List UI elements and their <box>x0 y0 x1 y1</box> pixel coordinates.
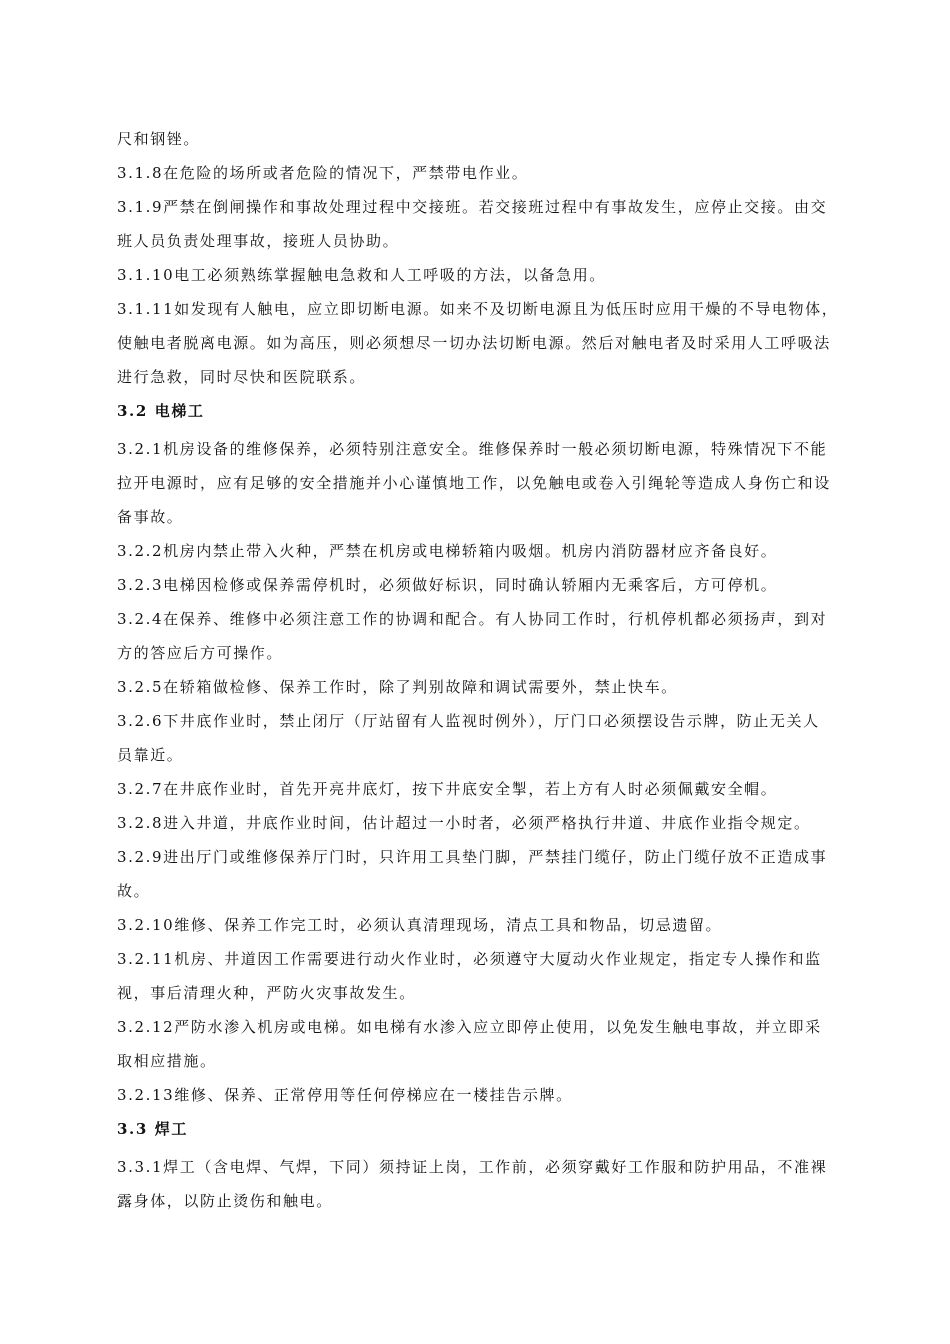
text-line: 3.2.10维修、保养工作完工时，必须认真清理现场，清点工具和物品，切忌遗留。 <box>117 916 723 934</box>
text-line: 3.2.4在保养、维修中必须注意工作的协调和配合。有人协同工作时，行机停机都必须扬声，到对 <box>117 610 828 628</box>
text-line: 备事故。 <box>117 508 184 526</box>
text-line: 3.2.11机房、井道因工作需要进行动火作业时，必须遵守大厦动火作业规定，指定专人操作和监 <box>117 950 822 968</box>
text-line: 3.1.10电工必须熟练掌握触电急救和人工呼吸的方法，以备急用。 <box>117 266 606 284</box>
text-line: 3.2.9进出厅门或维修保养厅门时，只许用工具垫门脚，严禁挂门缆仔，防止门缆仔放不正造成事 <box>117 848 828 866</box>
text-line: 3.2.2机房内禁止带入火种，严禁在机房或电梯轿箱内吸烟。机房内消防器材应齐备良好。 <box>117 542 778 560</box>
text-line: 3.2.1机房设备的维修保养，必须特别注意安全。维修保养时一般必须切断电源，特殊情况下不能 <box>117 440 828 458</box>
text-line: 3.3.1焊工（含电焊、气焊，下同）须持证上岗，工作前，必须穿戴好工作服和防护用品，不准裸 <box>117 1158 828 1176</box>
text-line: 3.2.12严防水渗入机房或电梯。如电梯有水渗入应立即停止使用，以免发生触电事故，并立即采 <box>117 1018 822 1036</box>
text-line: 进行急救，同时尽快和医院联系。 <box>117 368 367 386</box>
text-line: 故。 <box>117 882 151 900</box>
text-line: 使触电者脱离电源。如为高压，则必须想尽一切办法切断电源。然后对触电者及时采用人工呼吸法 <box>117 334 831 352</box>
section-heading: 3.3 焊工 <box>117 1120 188 1138</box>
text-line: 3.2.6下井底作业时，禁止闭厅（厅站留有人监视时例外），厅门口必须摆设告示牌，防止无关人 <box>117 712 820 730</box>
text-line: 拉开电源时，应有足够的安全措施并小心谨慎地工作，以免触电或卷入引绳轮等造成人身伤亡和设 <box>117 474 831 492</box>
text-line: 3.2.13维修、保养、正常停用等任何停梯应在一楼挂告示牌。 <box>117 1086 573 1104</box>
text-line: 方的答应后方可操作。 <box>117 644 284 662</box>
text-line: 3.2.8进入井道，井底作业时间，估计超过一小时者，必须严格执行井道、井底作业指令规定。 <box>117 814 811 832</box>
text-line: 3.2.7在井底作业时，首先开亮井底灯，按下井底安全掣，若上方有人时必须佩戴安全帽。 <box>117 780 778 798</box>
text-line: 3.1.9严禁在倒闸操作和事故处理过程中交接班。若交接班过程中有事故发生，应停止交接。由交 <box>117 198 828 216</box>
text-line: 3.2.5在轿箱做检修、保养工作时，除了判别故障和调试需要外，禁止快车。 <box>117 678 678 696</box>
text-line: 3.2.3电梯因检修或保养需停机时，必须做好标识，同时确认轿厢内无乘客后，方可停机。 <box>117 576 778 594</box>
text-line: 取相应措施。 <box>117 1052 217 1070</box>
text-line: 3.1.8在危险的场所或者危险的情况下，严禁带电作业。 <box>117 164 529 182</box>
text-line: 露身体，以防止烫伤和触电。 <box>117 1192 333 1210</box>
text-line: 3.1.11如发现有人触电，应立即切断电源。如来不及切断电源且为低压时应用干燥的不导电物体， <box>117 300 839 318</box>
text-line: 班人员负责处理事故，接班人员协助。 <box>117 232 400 250</box>
section-heading: 3.2 电梯工 <box>117 402 205 420</box>
text-line: 尺和钢锉。 <box>117 130 201 148</box>
text-line: 员靠近。 <box>117 746 184 764</box>
text-line: 视，事后清理火种，严防火灾事故发生。 <box>117 984 416 1002</box>
